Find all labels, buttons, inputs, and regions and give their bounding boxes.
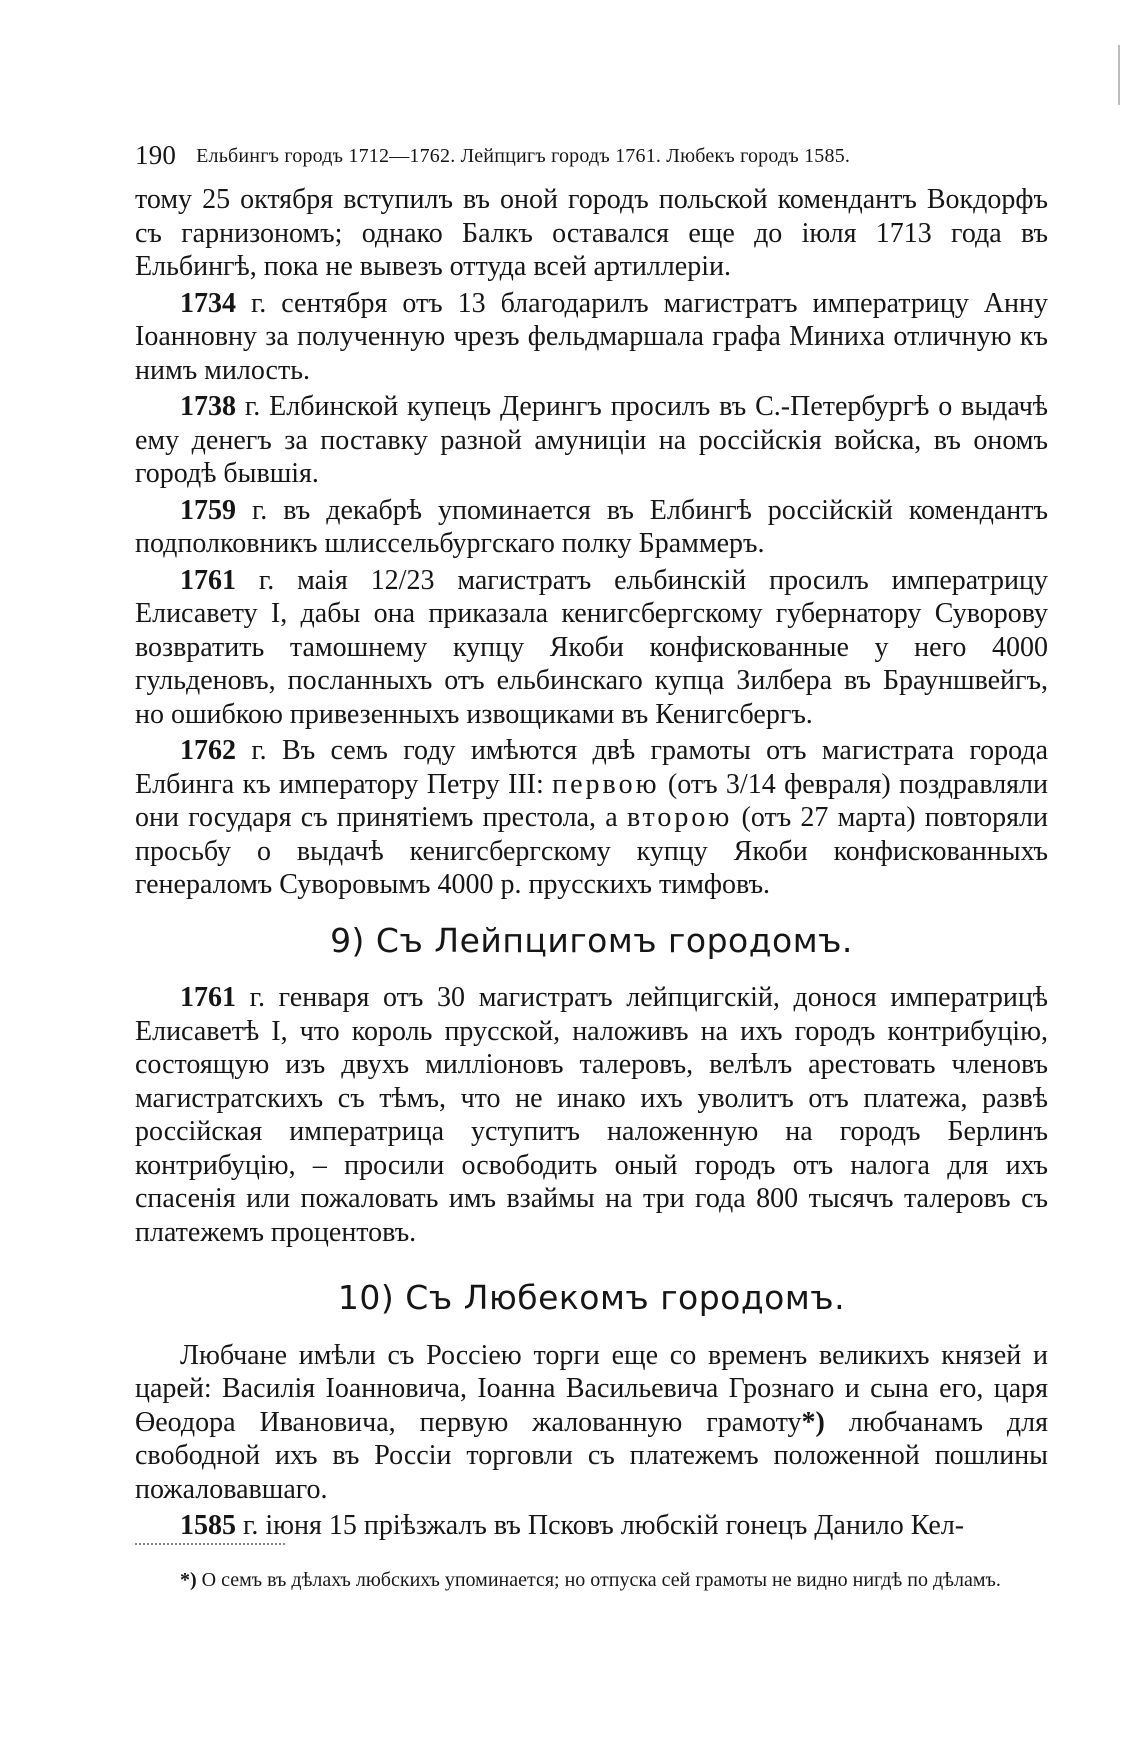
- entry-text: г. маія 12/23 магистратъ ельбинскій просилъ императрицу Елисавету I, дабы она приказала кенигсбергскому губернатору Суворову возвратить тамошнему купцу Якоби конфискованные у него 4000 гульденовъ, посланныхъ отъ ельбинскаго купца Зилбера въ Брауншвейгъ, но ошибкою привезенныхъ извощиками въ Кенигсбергъ.: [135, 564, 1048, 730]
- footnote: [135, 1565, 1048, 1598]
- entry-text: г. іюня 15 пріѣзжалъ въ Псковъ любскій гонецъ Данило Кел-: [236, 1510, 965, 1541]
- footnote-text: [135, 1565, 1048, 1595]
- entry-year: 1762: [180, 735, 236, 766]
- page-number: 190: [135, 140, 177, 170]
- paragraph-1761: [135, 564, 1048, 732]
- entry-year: 1761: [180, 982, 236, 1013]
- entry-text: (отъ 3/14 февраля) поздравляли они государя съ принятіемъ престола, а: [135, 768, 1048, 833]
- entry-text: г. Елбинской купецъ Дерингъ просилъ въ С.-Петербургѣ о выдачѣ ему денегъ за поставку разной амуниціи на россійскія войска, въ ономъ городѣ бывшія.: [135, 391, 1048, 489]
- paragraph-lubeck-1585: [135, 1509, 1048, 1543]
- running-header: [135, 140, 1055, 171]
- entry-text: г. сентября отъ 13 благодарилъ магистратъ императрицу Анну Іоанновну за полученную чрезъ фельдмаршала графа Миниха отличную къ нимъ милость.: [135, 287, 1048, 386]
- section-heading-lubeck: 10) Съ Любекомъ городомъ.: [337, 1278, 846, 1317]
- paragraph-leipzig-1761: [135, 981, 1048, 1249]
- spaced-word: второю: [626, 802, 733, 833]
- entry-year: 1734: [180, 287, 236, 319]
- footnote-marker: *): [180, 1569, 197, 1591]
- entry-year: 1738: [180, 391, 236, 422]
- entry-text: г. въ декабрѣ упоминается въ Елбингѣ россійскій комендантъ подполковникъ шлиссельбургскаго полку Браммеръ.: [135, 494, 1048, 559]
- scan-edge-mark: [1118, 45, 1120, 105]
- running-title: Ельбингъ городъ 1712—1762. Лейпцигъ городъ 1761. Любекъ городъ 1585.: [196, 145, 851, 167]
- paragraph-1734: [135, 287, 1048, 388]
- footnote-divider: [135, 1543, 285, 1545]
- entry-text: г. генваря отъ 30 магистратъ лейпцигскій, донося императрицѣ Елисаветѣ I, что король прусской, наложивъ на ихъ городъ контрибуцію, состоящую изъ двухъ милліоновъ талеровъ, велѣлъ арестовать членовъ магистратскихъ съ тѣмъ, что не инако ихъ уволитъ отъ платежа, развѣ россійская императрица уступитъ наложенную на городъ Берлинъ контрибуцію, – просили освободить оный городъ отъ налога для ихъ спасенія или пожаловать имъ взаймы на три года 800 тысячъ талеровъ съ платежемъ процентовъ.: [135, 982, 1048, 1248]
- section-heading-leipzig: 9) Съ Лейпцигомъ городомъ.: [330, 920, 853, 960]
- paragraph-lubeck-intro: [135, 1339, 1048, 1507]
- entry-text: (отъ 27 марта) повторяли просьбу о выдачѣ кенигсбергскому купцу Якоби конфискованныхъ генераломъ Суворовымъ 4000 р. прусскихъ тимфовъ.: [135, 802, 1048, 900]
- paragraph-continuation: тому 25 октября вступилъ въ оной городъ польской комендантъ Вокдорфъ съ гарнизономъ; однако Балкъ оставался еще до іюля 1713 года въ Ельбингѣ, пока не вывезъ оттуда всей артиллеріи.: [135, 184, 1048, 282]
- entry-text: любчанамъ для свободной ихъ въ Россіи торговли съ платежемъ положенной пошлины пожаловавшаго.: [135, 1406, 1048, 1505]
- paragraph-1759: [135, 494, 1048, 561]
- spaced-word: первою: [552, 768, 660, 800]
- footnote-marker: *): [801, 1406, 825, 1438]
- entry-text: Любчане имѣли съ Россіею торги еще со временъ великихъ князей и царей: Василія Іоанновича, Іоанна Васильевича Грознаго и сына его, царя Өеодора Ивановича, первую жалованную грамоту: [135, 1339, 1048, 1438]
- paragraph-1738: [135, 390, 1048, 491]
- entry-year: 1761: [180, 564, 236, 596]
- paragraph-1762: [135, 734, 1048, 902]
- entry-text: г. Въ семъ году имѣются двѣ грамоты отъ магистрата города Елбинга къ императору Петру III:: [135, 735, 1048, 800]
- footnote-body: О семъ въ дѣлахъ любскихъ упоминается; но отпуска сей грамоты не видно нигдѣ по дѣламъ.: [196, 1569, 1001, 1591]
- entry-year: 1585: [180, 1510, 236, 1541]
- entry-year: 1759: [180, 494, 236, 526]
- main-text: [135, 183, 1048, 1546]
